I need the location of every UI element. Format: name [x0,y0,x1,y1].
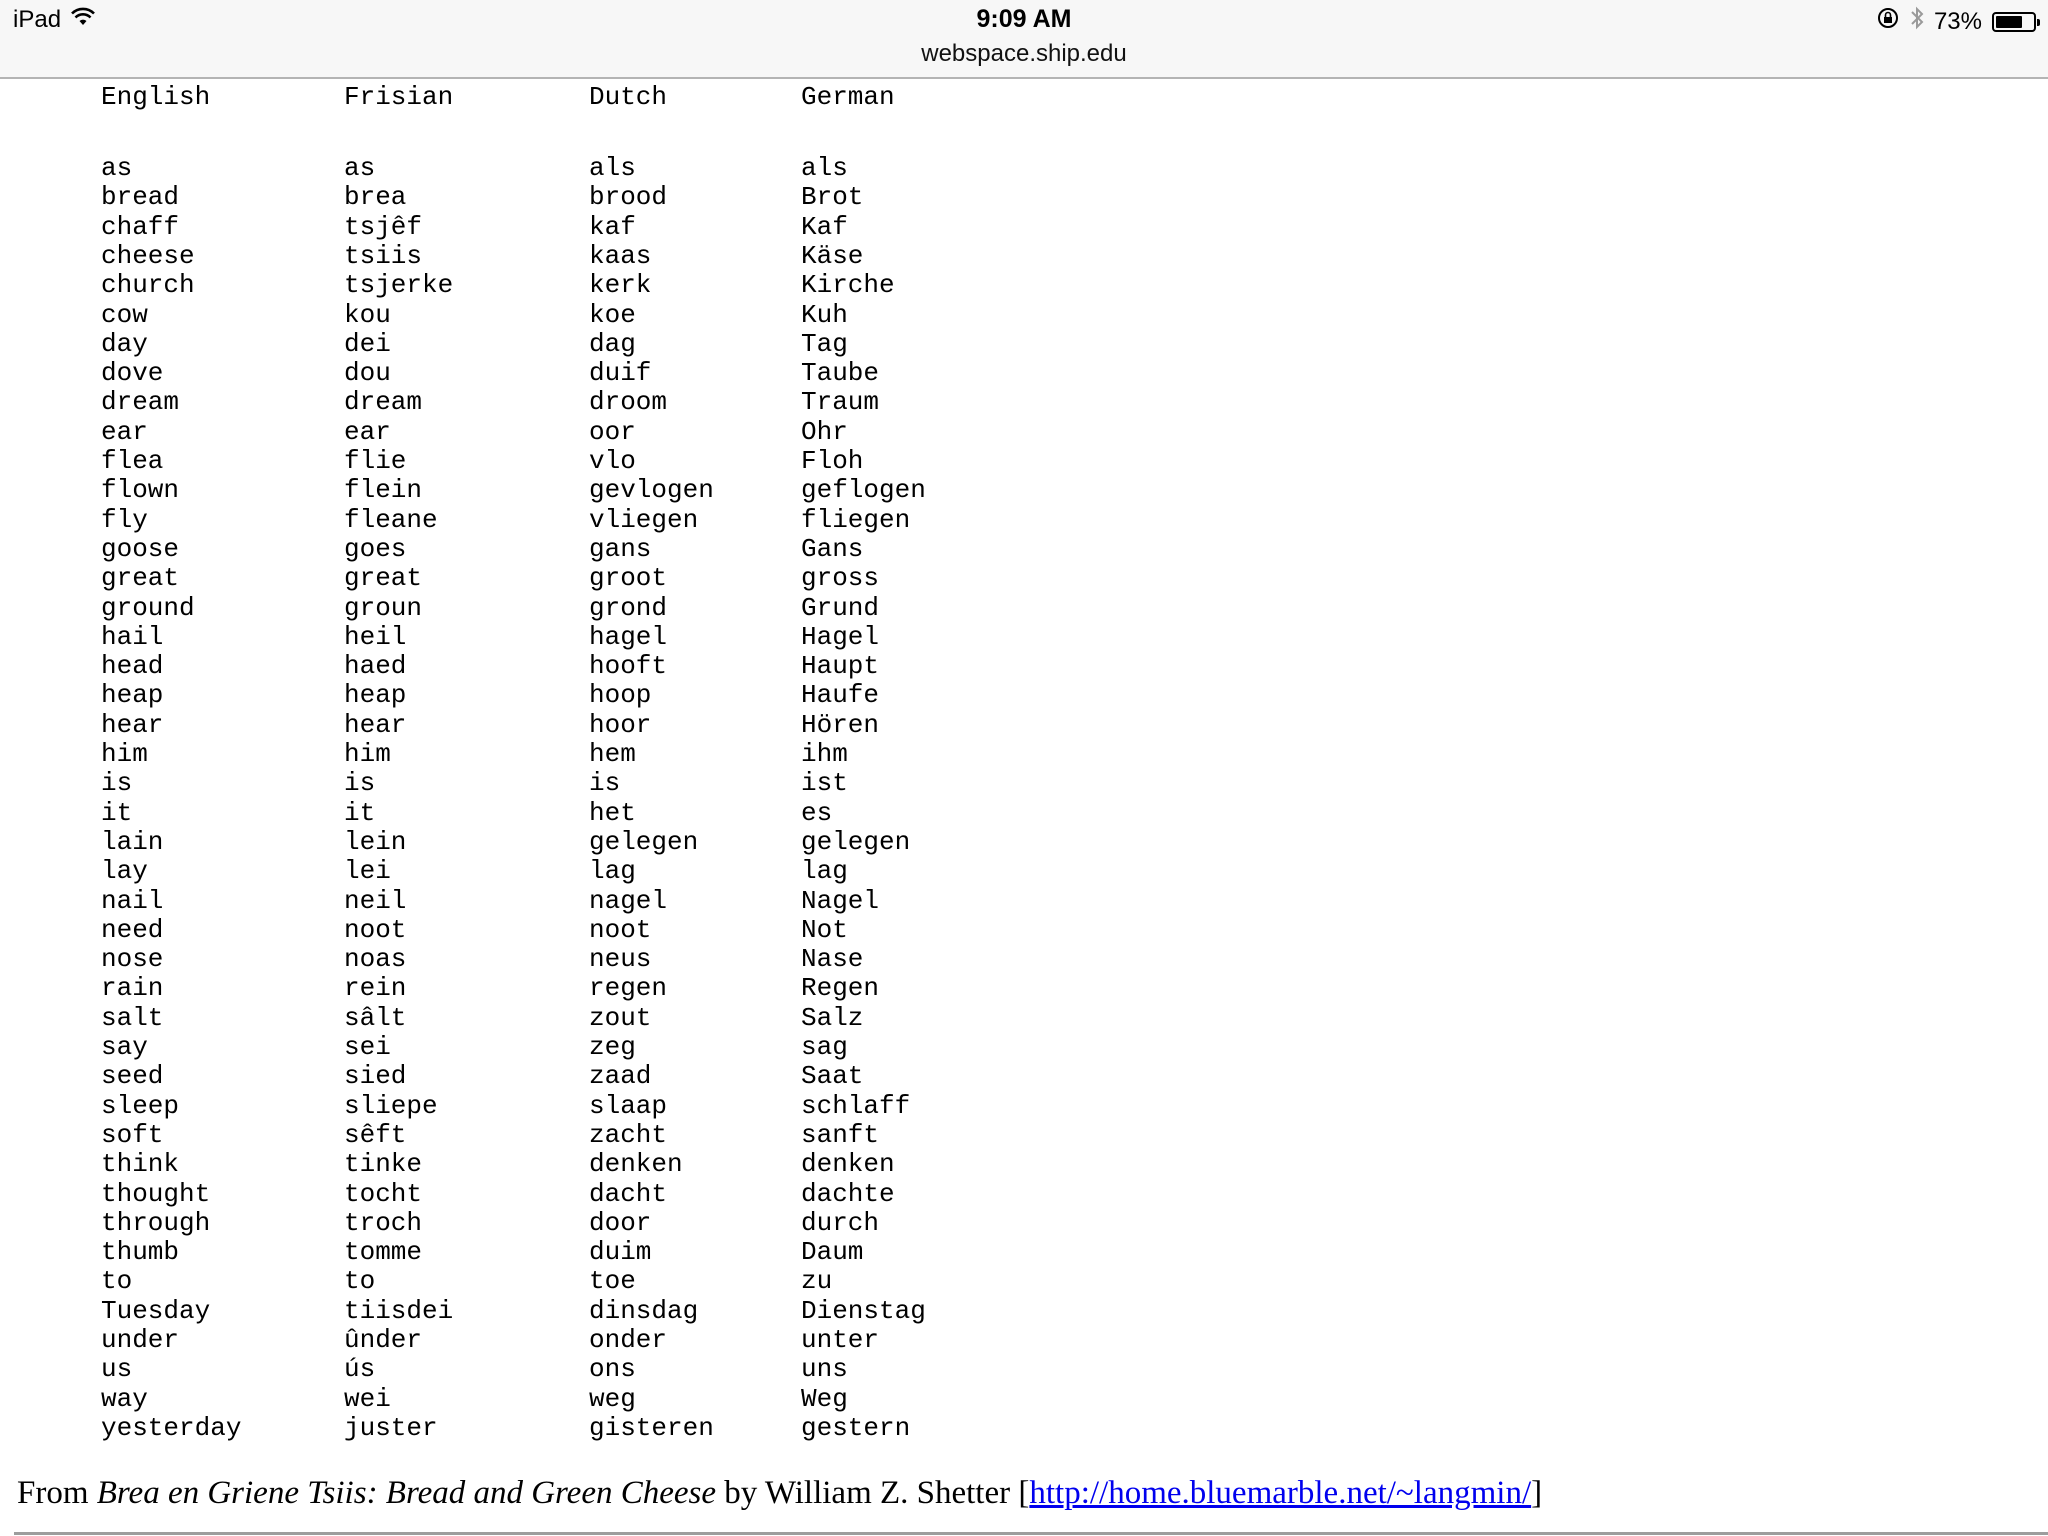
table-row [0,564,1200,593]
cell-german: Tag [801,328,848,359]
cell-german: schlaff [801,1090,911,1121]
cell-english: fly [101,504,148,535]
cell-german: Nagel [801,885,880,916]
cell-frisian: lein [344,826,407,857]
cell-german: ist [801,768,848,799]
cell-dutch: zaad [589,1061,652,1092]
cell-dutch: koe [589,299,636,330]
url-bar[interactable]: webspace.ship.edu [921,40,1127,67]
cell-english: flown [101,475,180,506]
cell-dutch: gevlogen [589,475,714,506]
cell-english: seed [101,1061,164,1092]
cell-english: thumb [101,1237,180,1268]
cell-frisian: tsjerke [344,270,454,301]
cell-frisian: lei [344,856,391,887]
cell-frisian: dream [344,387,423,418]
cell-english: dove [101,358,164,389]
cell-dutch: duim [589,1237,652,1268]
cell-dutch: duif [589,358,652,389]
cell-german: Weg [801,1383,848,1414]
cell-dutch: vlo [589,446,636,476]
table-row [0,183,1200,212]
table-row [0,1180,1200,1209]
cell-frisian: noas [344,944,407,975]
cell-dutch: grond [589,592,668,623]
cell-german: Kaf [801,211,848,242]
cell-frisian: to [344,1266,376,1297]
cell-english: goose [101,533,180,564]
cell-frisian: neil [344,885,407,916]
cell-german: Hören [801,709,880,740]
table-row [0,828,1200,857]
table-row [0,974,1200,1003]
cell-frisian: tsjêf [344,211,423,242]
table-row [0,242,1200,271]
status-right [1876,6,2036,37]
cell-dutch: kaf [589,211,636,242]
cell-dutch: noot [589,914,652,945]
cell-dutch: denken [589,1149,683,1180]
cell-english: church [101,270,195,301]
table-row [0,1355,1200,1384]
cell-frisian: sied [344,1061,407,1092]
clock: 9:09 AM [976,5,1072,33]
cell-dutch: het [589,797,636,828]
cell-frisian: brea [344,182,407,213]
cell-frisian: sei [344,1032,391,1062]
cell-german: Ohr [801,416,848,447]
cell-german: uns [801,1354,848,1385]
cell-dutch: ons [589,1354,636,1385]
cell-dutch: hoor [589,709,652,740]
cell-german: als [801,153,848,183]
table-row [0,594,1200,623]
table-row [0,535,1200,564]
cell-english: great [101,563,180,594]
cell-english: thought [101,1178,211,1209]
cell-german: lag [801,856,848,887]
cell-english: day [101,328,148,359]
cell-german: Haufe [801,680,880,711]
cell-dutch: hagel [589,621,668,652]
cell-frisian: flie [344,446,407,476]
cell-german: Floh [801,446,864,476]
cell-frisian: it [344,797,376,828]
table-row [0,359,1200,388]
header-frisian: Frisian [344,82,454,112]
table-row [0,1033,1200,1062]
cell-german: unter [801,1325,880,1355]
cell-english: under [101,1325,180,1355]
cell-dutch: lag [589,856,636,887]
cell-frisian: heil [344,621,407,652]
table-row [0,652,1200,681]
table-row [0,1062,1200,1091]
cell-english: yesterday [101,1412,242,1443]
cell-frisian: tomme [344,1237,423,1268]
cell-dutch: nagel [589,885,668,916]
cell-german: gelegen [801,826,911,857]
cell-english: hear [101,709,164,740]
cell-english: salt [101,1002,164,1033]
cell-english: cheese [101,240,195,271]
table-row [0,681,1200,710]
cell-frisian: sâlt [344,1002,407,1033]
table-row [0,388,1200,417]
cell-english: bread [101,182,180,213]
table-row [0,1209,1200,1238]
table-row [0,271,1200,300]
citation-suffix: ] [1531,1475,1543,1511]
cell-german: gestern [801,1412,911,1443]
cell-dutch: oor [589,416,636,447]
cell-frisian: tinke [344,1149,423,1180]
cell-english: it [101,797,133,828]
source-link[interactable]: http://home.bluemarble.net/~langmin/ [1029,1475,1532,1511]
cell-german: durch [801,1207,880,1238]
cell-english: ear [101,416,148,447]
cell-frisian: is [344,768,376,799]
cell-english: heap [101,680,164,711]
cell-german: es [801,797,833,828]
cell-dutch: door [589,1207,652,1238]
cell-dutch: als [589,153,636,183]
cell-dutch: is [589,768,621,799]
table-row [0,1385,1200,1414]
cell-frisian: haed [344,651,407,682]
table-row [0,1297,1200,1326]
cell-frisian: kou [344,299,391,330]
cell-german: Gans [801,533,864,564]
cell-german: Hagel [801,621,880,652]
cell-english: him [101,739,148,769]
cell-english: need [101,914,164,945]
cell-frisian: tiisdei [344,1295,454,1326]
cell-german: Grund [801,592,880,623]
battery-tip [2037,19,2040,26]
cell-english: dream [101,387,180,418]
cell-frisian: troch [344,1207,423,1238]
cell-english: way [101,1383,148,1414]
cell-dutch: zout [589,1002,652,1033]
cell-english: think [101,1149,180,1180]
cell-frisian: hear [344,709,407,740]
table-row [0,857,1200,886]
table-row [0,1414,1200,1443]
cell-dutch: neus [589,944,652,975]
battery-percent: 73% [1933,7,1982,35]
cell-dutch: dacht [589,1178,668,1209]
cell-frisian: as [344,153,376,183]
cell-german: Regen [801,973,880,1004]
cell-english: to [101,1266,133,1297]
table-row [0,1326,1200,1355]
device-label: iPad [13,6,62,33]
cell-dutch: hem [589,739,636,769]
table-row [0,799,1200,828]
cell-german: Daum [801,1237,864,1268]
bluetooth-icon [1910,6,1924,37]
table-row [0,213,1200,242]
cell-frisian: flein [344,475,423,506]
cell-dutch: zeg [589,1032,636,1062]
table-row [0,740,1200,769]
table-row [0,916,1200,945]
cell-dutch: gans [589,533,652,564]
cell-frisian: ús [344,1354,376,1385]
cell-german: zu [801,1266,833,1297]
cell-english: lay [101,856,148,887]
cell-dutch: kaas [589,240,652,271]
table-row [0,1238,1200,1267]
citation-prefix: From [17,1475,97,1511]
cell-dutch: onder [589,1325,668,1355]
cell-frisian: tsiis [344,240,423,271]
cell-dutch: hoop [589,680,652,711]
cell-dutch: hooft [589,651,668,682]
cell-english: Tuesday [101,1295,211,1326]
cell-dutch: weg [589,1383,636,1414]
cell-dutch: dinsdag [589,1295,699,1326]
cell-dutch: vliegen [589,504,699,535]
cell-english: as [101,153,133,183]
battery-icon [1992,12,2036,32]
table-row [0,1004,1200,1033]
cell-dutch: kerk [589,270,652,301]
cell-frisian: tocht [344,1178,423,1209]
table-row [0,1092,1200,1121]
cell-dutch: dag [589,328,636,359]
citation-author: by William Z. Shetter [ [716,1475,1030,1511]
table-row [0,154,1200,183]
source-citation [17,1475,1542,1512]
table-row [0,1150,1200,1179]
cell-frisian: juster [344,1412,438,1443]
cell-frisian: ear [344,416,391,447]
cell-german: geflogen [801,475,926,506]
cell-german: sanft [801,1119,880,1150]
cell-frisian: ûnder [344,1325,423,1355]
cell-english: chaff [101,211,180,242]
cell-german: fliegen [801,504,911,535]
cell-german: Haupt [801,651,880,682]
cell-frisian: dei [344,328,391,359]
cell-english: cow [101,299,148,330]
table-row [0,506,1200,535]
table-row [0,945,1200,974]
cell-frisian: groun [344,592,423,623]
cell-english: soft [101,1119,164,1150]
cell-dutch: gisteren [589,1412,714,1443]
cell-dutch: toe [589,1266,636,1297]
cell-english: is [101,768,133,799]
cell-english: us [101,1354,133,1385]
cell-german: Saat [801,1061,864,1092]
cell-dutch: groot [589,563,668,594]
cell-english: nose [101,944,164,975]
cell-frisian: fleane [344,504,438,535]
table-row [0,330,1200,359]
header-german: German [801,82,895,112]
table-row [0,623,1200,652]
cell-german: Kirche [801,270,895,301]
cell-german: Kuh [801,299,848,330]
cell-german: Brot [801,182,864,213]
header-dutch: Dutch [589,82,668,112]
cell-dutch: slaap [589,1090,668,1121]
cell-german: Taube [801,358,880,389]
table-row [0,301,1200,330]
table-row [0,447,1200,476]
cell-english: head [101,651,164,682]
cell-german: Käse [801,240,864,271]
cell-english: hail [101,621,164,652]
cell-english: flea [101,446,164,476]
cell-frisian: dou [344,358,391,389]
cell-german: ihm [801,739,848,769]
status-bar [0,0,2048,79]
cell-frisian: great [344,563,423,594]
battery-fill [1996,16,2022,28]
cell-german: Dienstag [801,1295,926,1326]
cell-frisian: heap [344,680,407,711]
horizontal-rule [14,1532,2048,1535]
cell-frisian: noot [344,914,407,945]
cell-dutch: droom [589,387,668,418]
cell-german: Nase [801,944,864,975]
cell-german: Traum [801,387,880,418]
table-row [0,887,1200,916]
table-row [0,711,1200,740]
cell-german: Not [801,914,848,945]
cell-frisian: sliepe [344,1090,438,1121]
cell-german: sag [801,1032,848,1062]
cell-frisian: goes [344,533,407,564]
cell-english: lain [101,826,164,857]
cell-dutch: regen [589,973,668,1004]
cell-english: nail [101,885,164,916]
cell-english: rain [101,973,164,1004]
rotation-lock-icon [1876,6,1900,37]
cell-english: say [101,1032,148,1062]
table-row [0,418,1200,447]
cell-dutch: gelegen [589,826,699,857]
table-row [0,1121,1200,1150]
cell-german: dachte [801,1178,895,1209]
cell-frisian: him [344,739,391,769]
cell-english: ground [101,592,195,623]
cell-frisian: rein [344,973,407,1004]
table-row [0,769,1200,798]
cell-english: sleep [101,1090,180,1121]
book-title: Brea en Griene Tsiis: Bread and Green Cheese [96,1475,717,1511]
table-row [0,476,1200,505]
cell-german: gross [801,563,880,594]
table-row [0,1267,1200,1296]
cell-dutch: zacht [589,1119,668,1150]
header-english: English [101,82,211,112]
cell-german: denken [801,1149,895,1180]
cell-frisian: wei [344,1383,391,1414]
cell-german: Salz [801,1002,864,1033]
table-header [0,83,1200,112]
cell-frisian: sêft [344,1119,407,1150]
cell-english: through [101,1207,211,1238]
cell-dutch: brood [589,182,668,213]
